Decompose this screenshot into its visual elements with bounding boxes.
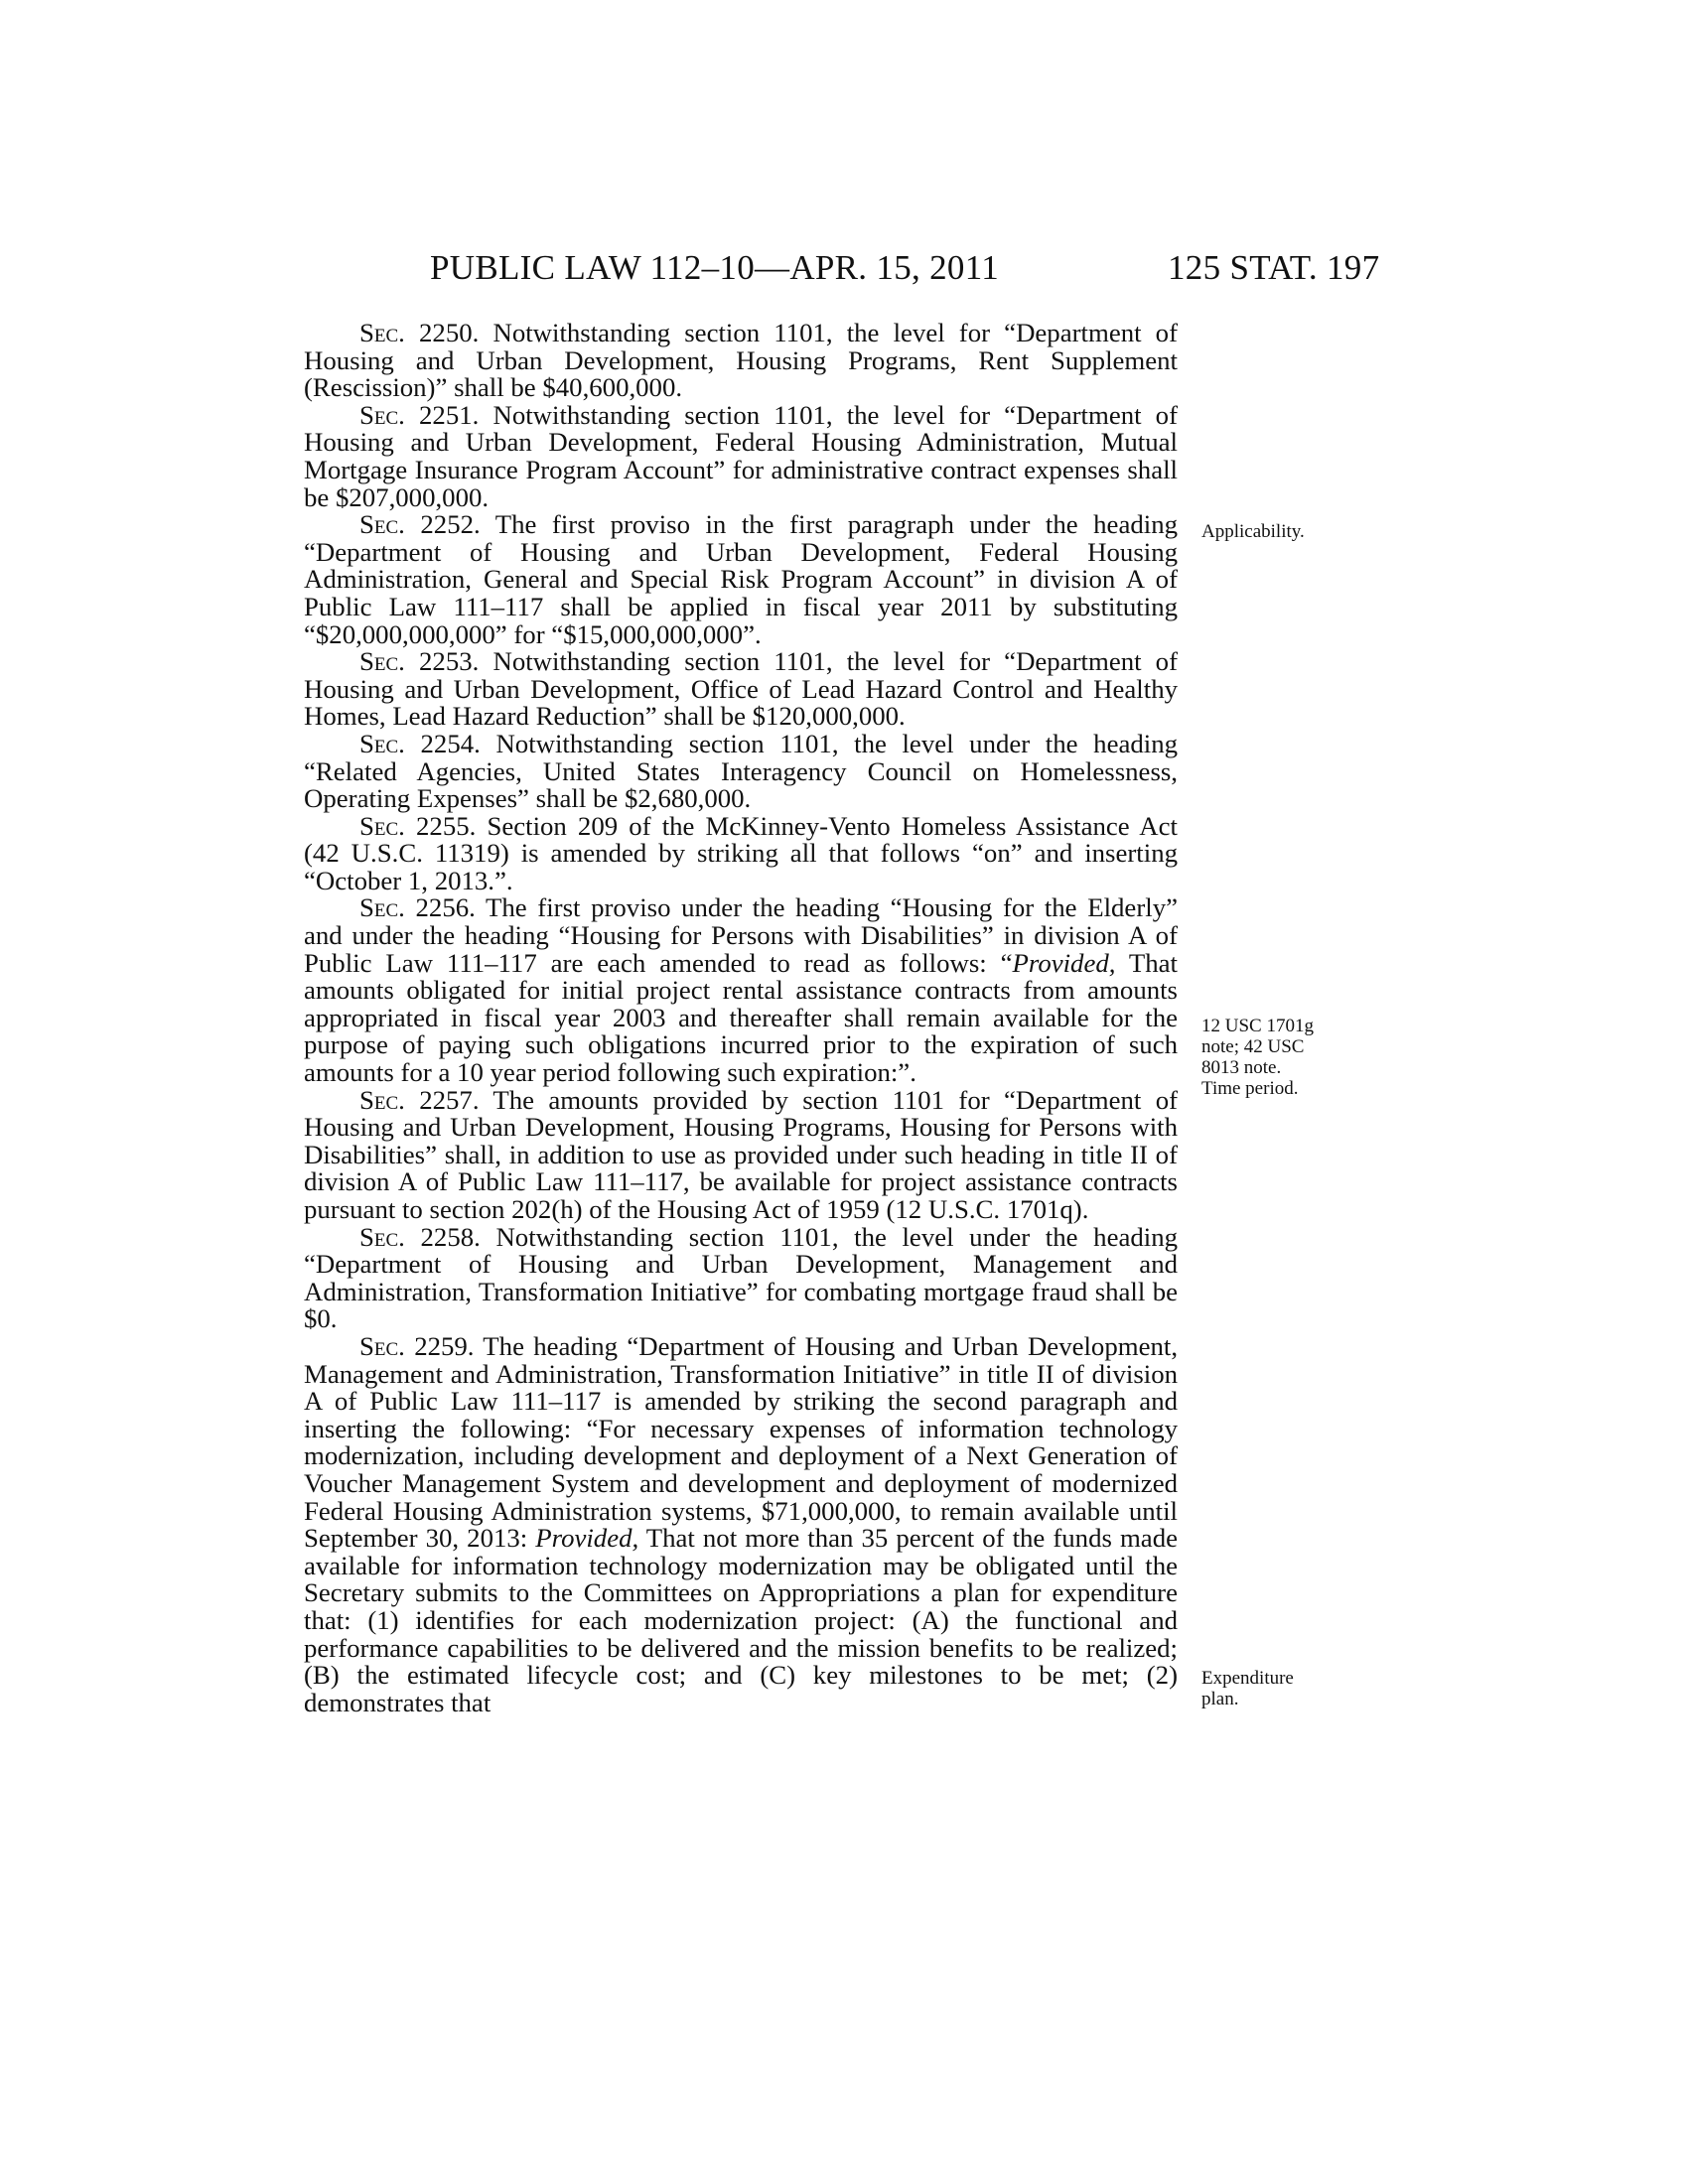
section-text: Notwithstanding section 1101, the level for “Department of Housing and Urban Development, Office of Lead Hazard Control and Healthy Homes, Lead Hazard Reduction” shall be $120,000,000. [304,646,1179,732]
sec-label: Sec. [359,728,405,758]
sec-label: Sec. [359,892,405,923]
sec-label: Sec. [359,1330,405,1361]
margin-note-expenditure-plan [1201,1668,1370,1709]
section-2250 [304,320,1178,402]
statute-body [304,320,1178,1716]
section-text: Notwithstanding section 1101, the level under the heading “Related Agencies, United States Interagency Council on Homelessness, Operating Expenses” shall be $2,680,000. [304,728,1178,814]
section-number: 2255. [416,810,477,841]
section-2256 [304,894,1178,1086]
sec-label: Sec. [359,1084,405,1115]
margin-note-line: 8013 note. [1201,1057,1282,1078]
section-number: 2252. [420,509,481,540]
section-text: The heading “Department of Housing and Urban Development, Management and Administration, Transformation Initiative” in title II of division A of Public Law 111–117 is amended by striking the second paragraph and inserting the following: “For necessary expenses of information technology modernization, including development and deployment of a Next Generation of Voucher Management System and development and deployment of modernized Federal Housing Administration systems, $71,000,000, to remain available until September 30, 2013: [304,1330,1179,1554]
page-header-stat: 125 STAT. 197 [1168,248,1380,287]
section-2255 [304,810,1178,895]
section-number: 2254. [420,728,481,758]
section-number: 2253. [419,646,480,677]
section-text: The first proviso under the heading “Housing for the Elderly” and under the heading “Housing for Persons with Disabilities” in division A of Public Law 111–117 are each amended to read as follows: “ [304,892,1178,978]
section-number: 2259. [414,1330,475,1361]
sec-label: Sec. [359,646,405,677]
margin-note-line: Time period. [1201,1078,1299,1099]
sec-label: Sec. [359,1221,405,1252]
section-number: 2257. [419,1084,480,1115]
section-2257 [304,1084,1179,1224]
margin-note-line: plan. [1201,1689,1239,1709]
section-2253 [304,648,1178,731]
margin-note-line: Expenditure [1201,1668,1294,1689]
page-header-law: PUBLIC LAW 112–10—APR. 15, 2011 [430,248,1000,287]
section-text-continued: That amounts obligated for initial project rental assistance contracts from amounts appropriated in fiscal year 2003 and thereafter shall remain available for the purpose of paying such obligations incurred prior to the expiration of such amounts for a 10 year period following such expiration:”. [304,947,1178,1088]
section-number: 2258. [420,1221,481,1252]
section-text: Notwithstanding section 1101, the level for “Department of Housing and Urban Development, Federal Housing Administration, Mutual Mortgage Insurance Program Account” for administrative contract expenses shall be $207,000,000. [304,399,1179,512]
section-number: 2256. [415,892,476,923]
sec-label: Sec. [359,509,405,540]
proviso-italic: Provided, [1012,947,1116,978]
section-text: Notwithstanding section 1101, the level under the heading “Department of Housing and Urban Development, Management and Administration, Transformation Initiative” for combating mortgage fraud shall be $0. [304,1221,1178,1334]
margin-note-line: note; 42 USC [1201,1036,1305,1057]
section-text-continued: That not more than 35 percent of the funds made available for information technology modernization may be obligated until the Secretary submits to the Committees on Appropriations a plan for expenditure that: (1) identifies for each modernization project: (A) the functional and performance capabilities to be delivered and the mission benefits to be realized; (B) the estimated lifecycle cost; and (C) key milestones to be met; (2) demonstrates that [304,1523,1178,1717]
section-text: Notwithstanding section 1101, the level for “Department of Housing and Urban Development, Housing Programs, Rent Supplement (Rescission)” shall be $40,600,000. [304,318,1179,403]
section-2258 [304,1221,1178,1334]
section-text: Section 209 of the McKinney-Vento Homeless Assistance Act (42 U.S.C. 11319) is amended by striking all that follows “on” and inserting “October 1, 2013.”. [304,810,1178,895]
section-2254 [304,728,1178,814]
sec-label: Sec. [359,399,405,430]
section-2251 [304,399,1179,512]
margin-note-line: Applicability. [1201,521,1305,542]
margin-note-usc-time-period [1201,1016,1370,1099]
sec-label: Sec. [359,810,405,841]
margin-note-line: 12 USC 1701g [1201,1016,1314,1036]
section-text: The first proviso in the first paragraph under the heading “Department of Housing and Urban Development, Federal Housing Administration, General and Special Risk Program Account” in division A of Public Law 111–117 shall be applied in fiscal year 2011 by substituting “$20,000,000,000” for “$15,000,000,000”. [304,509,1178,649]
section-text: The amounts provided by section 1101 for “Department of Housing and Urban Development, Housing Programs, Housing for Persons with Disabilities” shall, in addition to use as provided under such heading in title II of division A of Public Law 111–117, be available for project assistance contracts pursuant to section 202(h) of the Housing Act of 1959 (12 U.S.C. 1701q). [304,1084,1179,1224]
sec-label: Sec. [359,318,405,347]
margin-note-applicability [1201,521,1370,542]
section-2252 [304,511,1178,648]
section-number: 2250. [419,318,480,347]
section-number: 2251. [419,399,480,430]
section-2259 [304,1330,1179,1717]
proviso-italic: Provided, [535,1523,639,1554]
